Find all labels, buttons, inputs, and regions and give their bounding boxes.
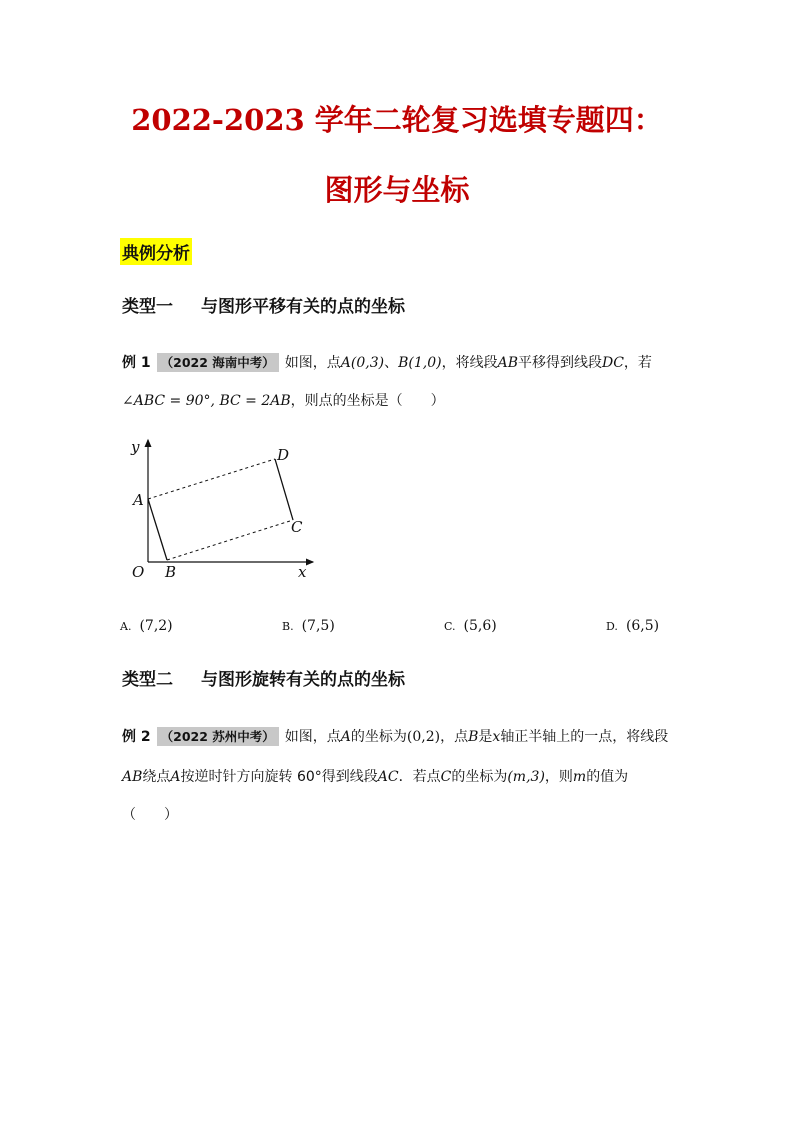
text-span: ，将线段 xyxy=(441,355,498,371)
text-span: ，则点的坐标是（ ） xyxy=(290,393,445,409)
text-span: 是 xyxy=(478,729,493,745)
point-a: A xyxy=(170,769,181,785)
x-symbol: x xyxy=(492,729,501,745)
point-a-coord: (0,2) xyxy=(406,729,441,745)
option-label: C. xyxy=(444,620,456,633)
section-number: 类型一 xyxy=(122,297,173,317)
option-d[interactable] xyxy=(606,618,659,634)
segment-ac: AC xyxy=(377,769,399,785)
example-2-line-1 xyxy=(122,726,668,746)
example-2-line-2 xyxy=(122,766,628,786)
text-span: ，点 xyxy=(440,729,469,745)
option-label: A. xyxy=(120,620,132,633)
text-span: ．若点 xyxy=(398,769,441,785)
example-label: 例 1 xyxy=(122,355,151,371)
section-text: 与图形旋转有关的点的坐标 xyxy=(201,670,405,690)
text-span: 的坐标为 xyxy=(451,769,508,785)
label-a: A xyxy=(133,491,144,509)
point-c: C xyxy=(440,769,452,785)
example-label: 例 2 xyxy=(122,729,151,745)
text-span: ，若 xyxy=(623,355,652,371)
section-heading-1 xyxy=(122,292,405,317)
label-c: C xyxy=(291,518,303,536)
option-value: (7,5) xyxy=(301,618,335,634)
option-c[interactable] xyxy=(444,618,497,634)
source-tag: （2022 海南中考） xyxy=(157,353,279,372)
text-span: 如图，点 xyxy=(284,729,341,745)
highlighted-heading: 典例分析 xyxy=(120,238,192,265)
m-symbol: m xyxy=(572,769,587,785)
section-heading-2 xyxy=(122,665,405,690)
text-span: 轴正半轴上的一点，将线段 xyxy=(500,729,669,745)
dashed-bc xyxy=(167,520,293,560)
text-span: ，则 xyxy=(544,769,573,785)
option-label: B. xyxy=(282,620,294,633)
example-2-line-3: （ ） xyxy=(122,807,178,823)
text-span: 按逆时针方向旋转 60°得到线段 xyxy=(180,769,378,785)
section-number: 类型二 xyxy=(122,670,173,690)
option-value: (5,6) xyxy=(463,618,497,634)
segment-dc-line xyxy=(275,459,293,520)
point-a: A xyxy=(340,729,351,745)
option-b[interactable] xyxy=(282,618,335,634)
option-label: D. xyxy=(606,620,618,633)
dashed-ad xyxy=(148,459,275,499)
example-1-line-1 xyxy=(122,352,652,372)
point-c-coord: (m,3) xyxy=(507,769,545,785)
text-span: 的值为 xyxy=(586,769,629,785)
point-b: B xyxy=(468,729,479,745)
segment-ab: AB xyxy=(122,769,143,785)
point-b-coord: B(1,0) xyxy=(398,355,442,371)
title-line-1: 2022-2023 学年二轮复习选填专题四： xyxy=(131,103,663,137)
text-span: 、 xyxy=(384,355,399,371)
label-o: O xyxy=(132,563,145,581)
option-value: (6,5) xyxy=(625,618,660,634)
example-1-line-2 xyxy=(122,390,445,410)
coordinate-figure xyxy=(118,432,318,582)
point-a-coord: A(0,3) xyxy=(340,355,385,371)
condition-formula: ∠ABC = 90°, BC = 2AB xyxy=(122,393,291,409)
option-a[interactable] xyxy=(120,618,173,634)
label-b: B xyxy=(165,563,177,581)
section-text: 与图形平移有关的点的坐标 xyxy=(201,297,405,317)
segment-dc: DC xyxy=(601,355,624,371)
text-span: 平移得到线段 xyxy=(517,355,602,371)
text-span: 如图，点 xyxy=(284,355,341,371)
label-d: D xyxy=(277,446,290,464)
text-span: 绕点 xyxy=(142,769,171,785)
segment-ab: AB xyxy=(497,355,518,371)
source-tag: （2022 苏州中考） xyxy=(157,727,279,746)
title-line-2: 图形与坐标 xyxy=(324,173,470,207)
option-value: (7,2) xyxy=(139,618,173,634)
segment-ab-line xyxy=(148,499,167,560)
label-y: y xyxy=(131,438,140,456)
text-span: 的坐标为 xyxy=(350,729,407,745)
label-x: x xyxy=(298,563,307,581)
